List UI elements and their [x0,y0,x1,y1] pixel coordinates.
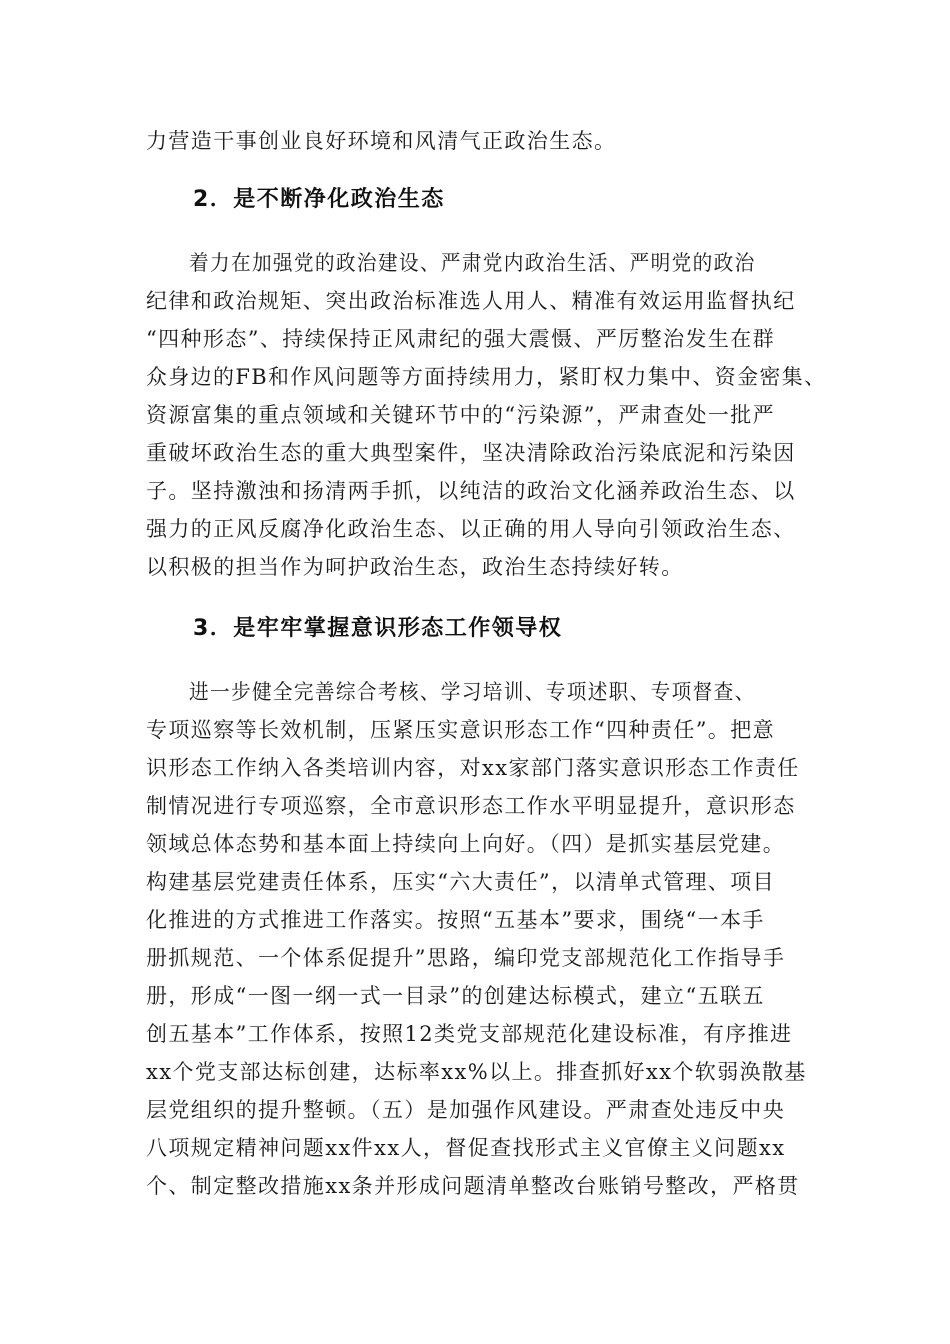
paragraph-line: 众身边的FB和作风问题等方面持续用力，紧盯权力集中、资金密集、 [146,365,827,389]
section-heading-3: 3．是牢牢掌握意识形态工作领导权 [193,616,563,641]
paragraph-line: 资源富集的重点领域和关键环节中的“污染源”，严肃查处一批严 [146,403,776,427]
paragraph-line: xx个党支部达标创建，达标率xx%以上。排查抓好xx个软弱涣散基 [146,1060,807,1084]
paragraph-line: 层党组织的提升整顿。（五）是加强作风建设。严肃查处违反中央 [146,1098,786,1122]
paragraph-line: 制情况进行专项巡察，全市意识形态工作水平明显提升，意识形态 [146,794,796,818]
paragraph-line: 识形态工作纳入各类培训内容，对xx家部门落实意识形态工作责任 [146,756,800,780]
paragraph-line: 力营造干事创业良好环境和风清气正政治生态。 [146,129,617,153]
paragraph-line: 着力在加强党的政治建设、严肃党内政治生活、严明党的政治 [189,251,756,275]
paragraph-line: 八项规定精神问题xx件xx人，督促查找形式主义官僚主义问题xx [146,1136,786,1160]
paragraph-line: 领域总体态势和基本面上持续向上向好。（四）是抓实基层党建。 [146,832,786,856]
paragraph-line: 创五基本”工作体系，按照12类党支部规范化建设标准，有序推进 [146,1022,793,1046]
paragraph-line: 以积极的担当作为呵护政治生态，政治生态持续好转。 [146,555,684,579]
paragraph-line: 重破坏政治生态的重大典型案件，坚决清除政治污染底泥和污染因 [146,441,796,465]
paragraph-line: “四种形态”、持续保持正风肃纪的强大震慑、严厉整治发生在群 [146,327,776,351]
paragraph-line: 构建基层党建责任体系，压实“六大责任”，以清单式管理、项目 [146,870,776,894]
paragraph-line: 纪律和政治规矩、突出政治标准选人用人、精准有效运用监督执纪 [146,289,796,313]
paragraph-line: 进一步健全完善综合考核、学习培训、专项述职、专项督查、 [189,680,756,704]
paragraph-line: 子。坚持激浊和扬清两手抓，以纯洁的政治文化涵养政治生态、以 [146,479,796,503]
paragraph-line: 化推进的方式推进工作落实。按照“五基本”要求，围绕“一本手 [146,908,765,932]
paragraph-line: 强力的正风反腐净化政治生态、以正确的用人导向引领政治生态、 [146,517,796,541]
paragraph-line: 册，形成“一图一纲一式一目录”的创建达标模式，建立“五联五 [146,984,765,1008]
paragraph-line: 册抓规范、一个体系促提升”思路，编印党支部规范化工作指导手 [146,946,786,970]
paragraph-line: 个、制定整改措施xx条并形成问题清单整改台账销号整改，严格贯 [146,1174,800,1198]
section-heading-2: 2．是不断净化政治生态 [193,187,445,212]
paragraph-line: 专项巡察等长效机制，压紧压实意识形态工作“四种责任”。把意 [146,718,776,742]
